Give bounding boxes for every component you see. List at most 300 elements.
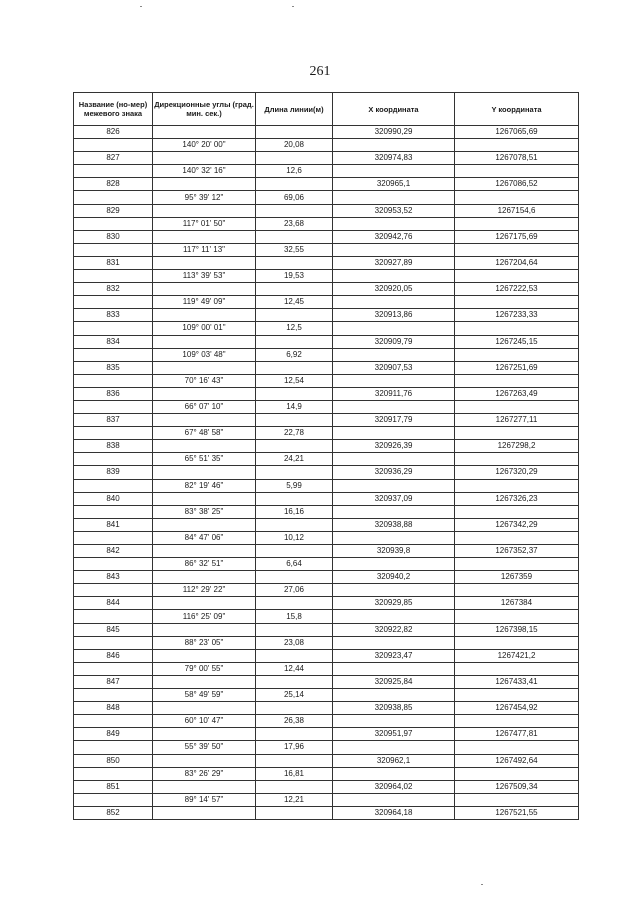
boundary-points-table — [73, 92, 579, 820]
segment-length: 20,08 — [256, 139, 333, 152]
segment-length: 32,55 — [256, 243, 333, 256]
segment-name-empty — [74, 400, 153, 413]
point-y: 1267454,92 — [455, 702, 579, 715]
segment-x-empty — [333, 715, 455, 728]
point-x: 320920,05 — [333, 283, 455, 296]
point-angle-empty — [153, 414, 256, 427]
point-length-empty — [256, 571, 333, 584]
segment-length: 69,06 — [256, 191, 333, 204]
segment-x-empty — [333, 636, 455, 649]
segment-angle: 83° 26' 29" — [153, 767, 256, 780]
point-angle-empty — [153, 152, 256, 165]
segment-x-empty — [333, 453, 455, 466]
point-name: 826 — [74, 126, 153, 139]
segment-y-empty — [455, 322, 579, 335]
point-row — [74, 204, 579, 217]
point-row — [74, 283, 579, 296]
segment-length: 12,6 — [256, 165, 333, 178]
point-length-empty — [256, 649, 333, 662]
point-length-empty — [256, 126, 333, 139]
segment-y-empty — [455, 793, 579, 806]
segment-length: 12,45 — [256, 296, 333, 309]
segment-angle: 89° 14' 57" — [153, 793, 256, 806]
point-name: 836 — [74, 387, 153, 400]
segment-y-empty — [455, 348, 579, 361]
point-row — [74, 414, 579, 427]
point-x: 320911,76 — [333, 387, 455, 400]
segment-length: 12,21 — [256, 793, 333, 806]
segment-row — [74, 270, 579, 283]
segment-row — [74, 531, 579, 544]
segment-row — [74, 715, 579, 728]
segment-angle: 84° 47' 06" — [153, 531, 256, 544]
point-y: 1267222,53 — [455, 283, 579, 296]
segment-row — [74, 243, 579, 256]
point-row — [74, 178, 579, 191]
point-length-empty — [256, 152, 333, 165]
segment-length: 5,99 — [256, 479, 333, 492]
point-y: 1267065,69 — [455, 126, 579, 139]
segment-row — [74, 165, 579, 178]
header-x: X координата — [333, 93, 455, 126]
point-row — [74, 623, 579, 636]
segment-x-empty — [333, 374, 455, 387]
segment-angle: 83° 38' 25" — [153, 505, 256, 518]
point-y: 1267277,11 — [455, 414, 579, 427]
segment-y-empty — [455, 584, 579, 597]
point-y: 1267398,15 — [455, 623, 579, 636]
point-name: 828 — [74, 178, 153, 191]
segment-angle: 112° 29' 22" — [153, 584, 256, 597]
segment-name-empty — [74, 139, 153, 152]
point-angle-empty — [153, 571, 256, 584]
point-name: 852 — [74, 806, 153, 819]
segment-y-empty — [455, 479, 579, 492]
point-y: 1267086,52 — [455, 178, 579, 191]
segment-length: 12,44 — [256, 662, 333, 675]
segment-angle: 55° 39' 50" — [153, 741, 256, 754]
segment-row — [74, 191, 579, 204]
point-y: 1267245,15 — [455, 335, 579, 348]
segment-row — [74, 453, 579, 466]
point-length-empty — [256, 414, 333, 427]
segment-x-empty — [333, 479, 455, 492]
segment-name-empty — [74, 453, 153, 466]
segment-length: 22,78 — [256, 427, 333, 440]
segment-x-empty — [333, 767, 455, 780]
segment-name-empty — [74, 296, 153, 309]
point-length-empty — [256, 675, 333, 688]
segment-name-empty — [74, 610, 153, 623]
point-angle-empty — [153, 492, 256, 505]
segment-row — [74, 322, 579, 335]
segment-name-empty — [74, 636, 153, 649]
segment-x-empty — [333, 584, 455, 597]
point-name: 833 — [74, 309, 153, 322]
segment-row — [74, 689, 579, 702]
point-x: 320974,83 — [333, 152, 455, 165]
segment-row — [74, 793, 579, 806]
point-name: 841 — [74, 518, 153, 531]
point-length-empty — [256, 806, 333, 819]
segment-angle: 60° 10' 47" — [153, 715, 256, 728]
point-x: 320936,29 — [333, 466, 455, 479]
segment-angle: 88° 23' 05" — [153, 636, 256, 649]
segment-x-empty — [333, 662, 455, 675]
point-x: 320923,47 — [333, 649, 455, 662]
segment-row — [74, 741, 579, 754]
segment-y-empty — [455, 767, 579, 780]
point-length-empty — [256, 728, 333, 741]
segment-angle: 140° 20' 00" — [153, 139, 256, 152]
scan-speck — [292, 6, 294, 7]
segment-name-empty — [74, 584, 153, 597]
segment-y-empty — [455, 662, 579, 675]
segment-y-empty — [455, 741, 579, 754]
point-row — [74, 440, 579, 453]
segment-length: 19,53 — [256, 270, 333, 283]
segment-row — [74, 558, 579, 571]
segment-x-empty — [333, 217, 455, 230]
segment-length: 6,64 — [256, 558, 333, 571]
point-length-empty — [256, 387, 333, 400]
segment-angle: 86° 32' 51" — [153, 558, 256, 571]
point-x: 320907,53 — [333, 361, 455, 374]
segment-row — [74, 636, 579, 649]
segment-y-empty — [455, 191, 579, 204]
segment-y-empty — [455, 217, 579, 230]
point-length-empty — [256, 230, 333, 243]
segment-name-empty — [74, 689, 153, 702]
point-angle-empty — [153, 518, 256, 531]
point-name: 830 — [74, 230, 153, 243]
point-x: 320990,29 — [333, 126, 455, 139]
point-name: 838 — [74, 440, 153, 453]
point-name: 832 — [74, 283, 153, 296]
point-x: 320953,52 — [333, 204, 455, 217]
point-x: 320937,09 — [333, 492, 455, 505]
point-row — [74, 126, 579, 139]
segment-row — [74, 348, 579, 361]
segment-x-empty — [333, 505, 455, 518]
point-row — [74, 256, 579, 269]
segment-name-empty — [74, 217, 153, 230]
segment-name-empty — [74, 741, 153, 754]
point-row — [74, 466, 579, 479]
point-y: 1267352,37 — [455, 545, 579, 558]
point-length-empty — [256, 335, 333, 348]
point-y: 1267492,64 — [455, 754, 579, 767]
segment-length: 12,54 — [256, 374, 333, 387]
point-length-empty — [256, 780, 333, 793]
segment-length: 15,8 — [256, 610, 333, 623]
point-x: 320909,79 — [333, 335, 455, 348]
point-x: 320964,18 — [333, 806, 455, 819]
point-x: 320917,79 — [333, 414, 455, 427]
point-x: 320964,02 — [333, 780, 455, 793]
segment-x-empty — [333, 741, 455, 754]
point-y: 1267342,29 — [455, 518, 579, 531]
point-angle-empty — [153, 754, 256, 767]
point-row — [74, 545, 579, 558]
point-y: 1267233,33 — [455, 309, 579, 322]
point-angle-empty — [153, 309, 256, 322]
point-y: 1267477,81 — [455, 728, 579, 741]
point-row — [74, 649, 579, 662]
segment-y-empty — [455, 715, 579, 728]
segment-name-empty — [74, 767, 153, 780]
segment-name-empty — [74, 165, 153, 178]
point-y: 1267421,2 — [455, 649, 579, 662]
point-name: 837 — [74, 414, 153, 427]
point-row — [74, 806, 579, 819]
point-x: 320940,2 — [333, 571, 455, 584]
point-x: 320938,88 — [333, 518, 455, 531]
segment-row — [74, 610, 579, 623]
table-body — [74, 126, 579, 820]
segment-angle: 70° 16' 43" — [153, 374, 256, 387]
segment-x-empty — [333, 322, 455, 335]
point-angle-empty — [153, 545, 256, 558]
segment-name-empty — [74, 243, 153, 256]
segment-length: 12,5 — [256, 322, 333, 335]
segment-name-empty — [74, 374, 153, 387]
point-x: 320962,1 — [333, 754, 455, 767]
point-x: 320927,89 — [333, 256, 455, 269]
point-name: 850 — [74, 754, 153, 767]
point-y: 1267384 — [455, 597, 579, 610]
segment-y-empty — [455, 610, 579, 623]
point-x: 320942,76 — [333, 230, 455, 243]
header-length: Длина линии(м) — [256, 93, 333, 126]
point-length-empty — [256, 361, 333, 374]
segment-name-empty — [74, 348, 153, 361]
point-row — [74, 152, 579, 165]
point-length-empty — [256, 545, 333, 558]
point-angle-empty — [153, 204, 256, 217]
point-angle-empty — [153, 230, 256, 243]
segment-name-empty — [74, 715, 153, 728]
point-length-empty — [256, 754, 333, 767]
segment-length: 10,12 — [256, 531, 333, 544]
point-name: 849 — [74, 728, 153, 741]
point-angle-empty — [153, 780, 256, 793]
point-row — [74, 675, 579, 688]
point-x: 320951,97 — [333, 728, 455, 741]
point-angle-empty — [153, 283, 256, 296]
segment-x-empty — [333, 531, 455, 544]
point-row — [74, 702, 579, 715]
point-angle-empty — [153, 649, 256, 662]
segment-row — [74, 767, 579, 780]
point-y: 1267078,51 — [455, 152, 579, 165]
point-y: 1267204,64 — [455, 256, 579, 269]
scan-speck — [140, 6, 142, 7]
segment-y-empty — [455, 139, 579, 152]
point-name: 845 — [74, 623, 153, 636]
segment-x-empty — [333, 427, 455, 440]
point-length-empty — [256, 204, 333, 217]
point-y: 1267154,6 — [455, 204, 579, 217]
segment-row — [74, 505, 579, 518]
point-angle-empty — [153, 126, 256, 139]
point-y: 1267175,69 — [455, 230, 579, 243]
point-length-empty — [256, 492, 333, 505]
point-name: 834 — [74, 335, 153, 348]
point-x: 320929,85 — [333, 597, 455, 610]
point-x: 320922,82 — [333, 623, 455, 636]
point-x: 320913,86 — [333, 309, 455, 322]
segment-x-empty — [333, 243, 455, 256]
point-length-empty — [256, 283, 333, 296]
point-row — [74, 387, 579, 400]
point-name: 846 — [74, 649, 153, 662]
table-header-row — [74, 93, 579, 126]
segment-length: 16,16 — [256, 505, 333, 518]
point-angle-empty — [153, 806, 256, 819]
segment-length: 6,92 — [256, 348, 333, 361]
point-row — [74, 597, 579, 610]
segment-name-empty — [74, 191, 153, 204]
point-length-empty — [256, 597, 333, 610]
point-length-empty — [256, 702, 333, 715]
point-name: 827 — [74, 152, 153, 165]
segment-angle: 116° 25' 09" — [153, 610, 256, 623]
point-y: 1267521,55 — [455, 806, 579, 819]
segment-y-empty — [455, 270, 579, 283]
point-y: 1267326,23 — [455, 492, 579, 505]
segment-name-empty — [74, 793, 153, 806]
segment-row — [74, 427, 579, 440]
point-length-empty — [256, 440, 333, 453]
point-row — [74, 728, 579, 741]
point-row — [74, 361, 579, 374]
page-number: 261 — [309, 64, 331, 79]
segment-angle: 140° 32' 16" — [153, 165, 256, 178]
segment-angle: 95° 39' 12" — [153, 191, 256, 204]
segment-length: 16,81 — [256, 767, 333, 780]
segment-y-empty — [455, 374, 579, 387]
segment-angle: 117° 11' 13" — [153, 243, 256, 256]
header-y: Y координата — [455, 93, 579, 126]
point-row — [74, 309, 579, 322]
segment-name-empty — [74, 505, 153, 518]
segment-y-empty — [455, 505, 579, 518]
point-name: 839 — [74, 466, 153, 479]
point-x: 320939,8 — [333, 545, 455, 558]
segment-angle: 58° 49' 59" — [153, 689, 256, 702]
segment-x-empty — [333, 558, 455, 571]
point-angle-empty — [153, 335, 256, 348]
point-length-empty — [256, 466, 333, 479]
segment-length: 26,38 — [256, 715, 333, 728]
segment-y-empty — [455, 427, 579, 440]
point-angle-empty — [153, 361, 256, 374]
segment-name-empty — [74, 322, 153, 335]
point-name: 848 — [74, 702, 153, 715]
segment-row — [74, 400, 579, 413]
point-angle-empty — [153, 256, 256, 269]
point-y: 1267359 — [455, 571, 579, 584]
point-x: 320965,1 — [333, 178, 455, 191]
segment-length: 25,14 — [256, 689, 333, 702]
segment-row — [74, 374, 579, 387]
segment-angle: 82° 19' 46" — [153, 479, 256, 492]
point-row — [74, 335, 579, 348]
segment-x-empty — [333, 139, 455, 152]
point-length-empty — [256, 623, 333, 636]
scan-speck — [481, 884, 483, 885]
point-name: 840 — [74, 492, 153, 505]
segment-row — [74, 479, 579, 492]
segment-angle: 65° 51' 35" — [153, 453, 256, 466]
segment-x-empty — [333, 400, 455, 413]
point-x: 320925,84 — [333, 675, 455, 688]
point-angle-empty — [153, 178, 256, 191]
point-length-empty — [256, 178, 333, 191]
segment-x-empty — [333, 689, 455, 702]
point-row — [74, 754, 579, 767]
segment-length: 23,68 — [256, 217, 333, 230]
point-row — [74, 571, 579, 584]
header-name: Название (но-мер) межевого знака — [74, 93, 153, 126]
segment-name-empty — [74, 662, 153, 675]
segment-row — [74, 139, 579, 152]
segment-row — [74, 296, 579, 309]
segment-y-empty — [455, 296, 579, 309]
header-angle: Дирекционные углы (град. мин. сек.) — [153, 93, 256, 126]
segment-name-empty — [74, 558, 153, 571]
segment-x-empty — [333, 610, 455, 623]
segment-length: 27,06 — [256, 584, 333, 597]
point-y: 1267509,34 — [455, 780, 579, 793]
segment-angle: 109° 03' 48" — [153, 348, 256, 361]
point-angle-empty — [153, 466, 256, 479]
point-name: 847 — [74, 675, 153, 688]
segment-row — [74, 584, 579, 597]
segment-y-empty — [455, 400, 579, 413]
point-name: 843 — [74, 571, 153, 584]
segment-name-empty — [74, 531, 153, 544]
point-angle-empty — [153, 728, 256, 741]
point-length-empty — [256, 518, 333, 531]
point-name: 831 — [74, 256, 153, 269]
point-x: 320926,39 — [333, 440, 455, 453]
point-row — [74, 492, 579, 505]
point-name: 851 — [74, 780, 153, 793]
segment-y-empty — [455, 689, 579, 702]
point-angle-empty — [153, 597, 256, 610]
segment-row — [74, 662, 579, 675]
segment-name-empty — [74, 479, 153, 492]
point-name: 835 — [74, 361, 153, 374]
point-y: 1267251,69 — [455, 361, 579, 374]
segment-name-empty — [74, 427, 153, 440]
segment-x-empty — [333, 348, 455, 361]
point-angle-empty — [153, 387, 256, 400]
segment-y-empty — [455, 165, 579, 178]
point-angle-empty — [153, 623, 256, 636]
point-y: 1267263,49 — [455, 387, 579, 400]
point-angle-empty — [153, 440, 256, 453]
segment-angle: 79° 00' 55" — [153, 662, 256, 675]
point-length-empty — [256, 309, 333, 322]
segment-x-empty — [333, 270, 455, 283]
point-name: 829 — [74, 204, 153, 217]
segment-length: 14,9 — [256, 400, 333, 413]
segment-angle: 67° 48' 58" — [153, 427, 256, 440]
point-y: 1267298,2 — [455, 440, 579, 453]
